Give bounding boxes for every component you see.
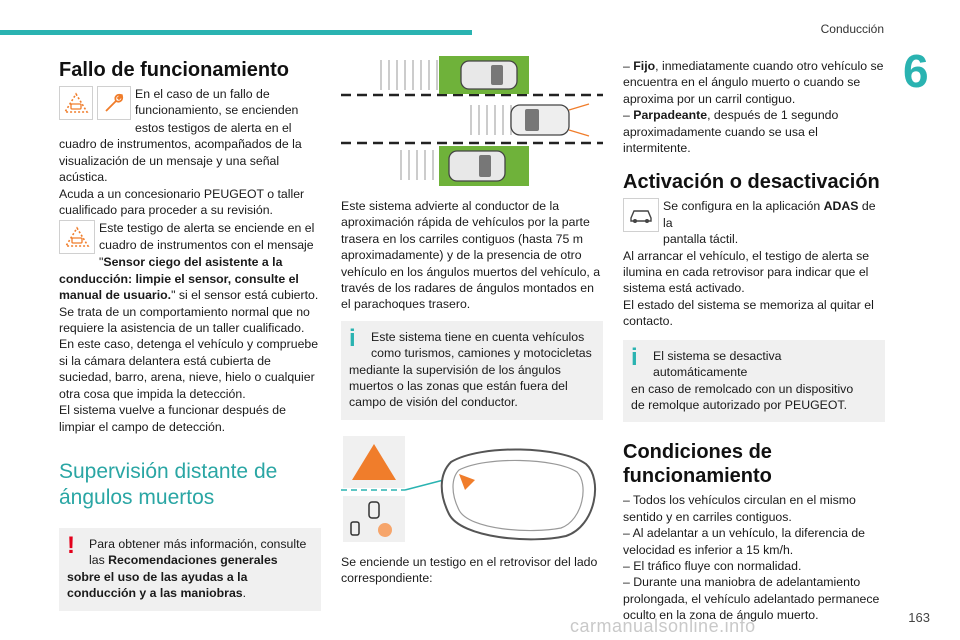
fault-warning-row: [59, 86, 321, 120]
info-right-line2: en caso de remolcado con un dispositivo: [631, 381, 854, 396]
fault-para-5: En este caso, detenga el vehículo y compruebe si la cámara delantera está cubierta de suciedad, barro, arena, nieve, hielo o cualquier otra cosa que impida la detección.: [59, 337, 319, 401]
condition-item: – Todos los vehículos circulan en el mismo sentido y en carriles contiguos.: [623, 493, 856, 524]
mode-fixed-text: , inmediatamente cuando otro vehículo se encuentra en el ángulo muerto o cuando se aproxima por un carril contiguo.: [623, 59, 884, 106]
mode-fixed-dash: –: [623, 59, 630, 73]
info-middle-rest: mediante la supervisión de los ángulos muertos o las zonas que están fuera del campo de visión del conductor.: [349, 362, 568, 410]
service-wrench-icon: [97, 86, 131, 120]
condition-item: – Al adelantar a un vehículo, la diferencia de velocidad es inferior a 15 km/h.: [623, 526, 866, 557]
blind-spot-fault-icon: [59, 86, 93, 120]
fault-para-4: Se trata de un comportamiento normal que no requiere la asistencia de un taller cualificado.: [59, 304, 310, 336]
mode-blinking-dash: –: [623, 108, 630, 123]
warning-prefix: las: [89, 553, 109, 568]
info-middle-line1: Este sistema tiene en cuenta vehículos: [371, 329, 585, 344]
warning-rest: [67, 552, 313, 601]
page-number: 163: [908, 610, 930, 625]
quote-mark: ": [99, 255, 104, 270]
fault-para-1-line1: En el caso de un fallo de: [135, 87, 270, 101]
warning-note: [59, 528, 321, 611]
activation-title: Activación o desactivación: [623, 171, 880, 194]
fault-para-1-line2: funcionamiento, se encienden: [135, 103, 299, 118]
fault-para-1-rest: estos testigos de alerta en el cuadro de instrumentos, acompañados de la visualización de un mensaje y una señal acústica.: [59, 121, 302, 185]
fault-para-3-rest: [59, 254, 321, 303]
middle-para-2: Se enciende un testigo en el retrovisor del lado correspondiente:: [341, 554, 598, 586]
condition-item: – Durante una maniobra de adelantamiento prolongada, el vehículo adelantado permanece oculto en la zona de ángulo muerto.: [623, 575, 880, 623]
middle-column: [341, 50, 603, 587]
info-note-middle: [341, 321, 603, 420]
mirror-diagram: [341, 434, 603, 544]
sensor-message-tail: " si el sensor está cubierto.: [171, 288, 319, 303]
mode-blinking-label: Parpadeante: [633, 108, 708, 123]
activation-text-end: de la: [663, 199, 876, 230]
activation-para-2: Al arrancar el vehículo, el testigo de alerta se ilumina en cada retrovisor para indicar que el sistema está activado.: [623, 248, 870, 296]
activation-line2: pantalla táctil.: [663, 232, 739, 247]
mode-blinking-text: , después de 1 segundo aproximadamente cuando se usa el intermitente.: [623, 108, 839, 156]
activation-text-start: Se configura en la aplicación: [663, 199, 824, 214]
car-adas-icon: [623, 198, 659, 232]
watermark: carmanualsonline.info: [570, 616, 756, 636]
activation-para-3: El estado del sistema se memoriza al quitar el contacto.: [623, 297, 874, 329]
fault-para-3-line2: cuadro de instrumentos con el mensaje: [99, 237, 314, 252]
info-right-rest: de remolque autorizado por PEUGEOT.: [631, 397, 847, 412]
mode-fixed: [623, 58, 885, 107]
mode-blinking: [623, 107, 885, 156]
info-note-right: [623, 340, 885, 423]
conditions-list: [623, 492, 885, 623]
fault-para-6: El sistema vuelve a funcionar después de limpiar el campo de detección.: [59, 403, 286, 434]
left-column: [59, 50, 321, 611]
header-accent-bar: [0, 30, 472, 35]
warning-line1: Para obtener más información, consulte: [89, 536, 307, 551]
mode-fixed-label: Fijo: [633, 59, 656, 73]
warning-exclamation-icon: !: [67, 531, 75, 559]
condition-item: – El tráfico fluye con normalidad.: [623, 558, 802, 573]
info-icon: i: [349, 324, 356, 352]
section-title: Supervisión distante de ángulos muertos: [59, 459, 278, 509]
info-middle-line2: como turismos, camiones y motocicletas: [371, 346, 592, 361]
sensor-warning-row: [59, 220, 321, 254]
warning-tail: .: [242, 586, 247, 601]
chapter-number: 6: [903, 45, 929, 97]
fault-title: Fallo de funcionamiento: [59, 59, 290, 81]
sensor-message: Sensor ciego del asistente a la conducción: limpie el sensor, consulte el manual de usuario.: [59, 255, 299, 303]
adas-app-name: ADAS: [823, 199, 859, 214]
fault-para-2: Acuda a un concesionario PEUGEOT o taller cualificado para proceder a su revisión.: [59, 186, 305, 218]
info-right-line1: El sistema se desactiva automáticamente: [653, 348, 782, 380]
info-icon: i: [631, 343, 638, 371]
blind-spot-sensor-icon: [59, 220, 95, 254]
conditions-title: Condiciones de funcionamiento: [623, 441, 772, 488]
header-section-title: Conducción: [820, 22, 884, 36]
fault-para-3-line1: Este testigo de alerta se enciende en el: [99, 221, 315, 236]
right-column: [623, 50, 885, 624]
activation-row: [623, 198, 885, 247]
blind-spot-diagram: [341, 50, 603, 190]
warning-reference: Recomendaciones generales sobre el uso de las ayudas a la conducción y a las maniobras: [67, 553, 278, 601]
middle-para-1: Este sistema advierte al conductor de la aproximación rápida de vehículos por la parte trasera en los carriles contiguos (hasta 75 m aproximadamente) y de la presencia de otro vehículo en los ángulos muertos del vehículo, a través de los radares de ángulos montados en el parachoques trasero.: [341, 199, 601, 312]
activation-line1: [623, 198, 885, 231]
